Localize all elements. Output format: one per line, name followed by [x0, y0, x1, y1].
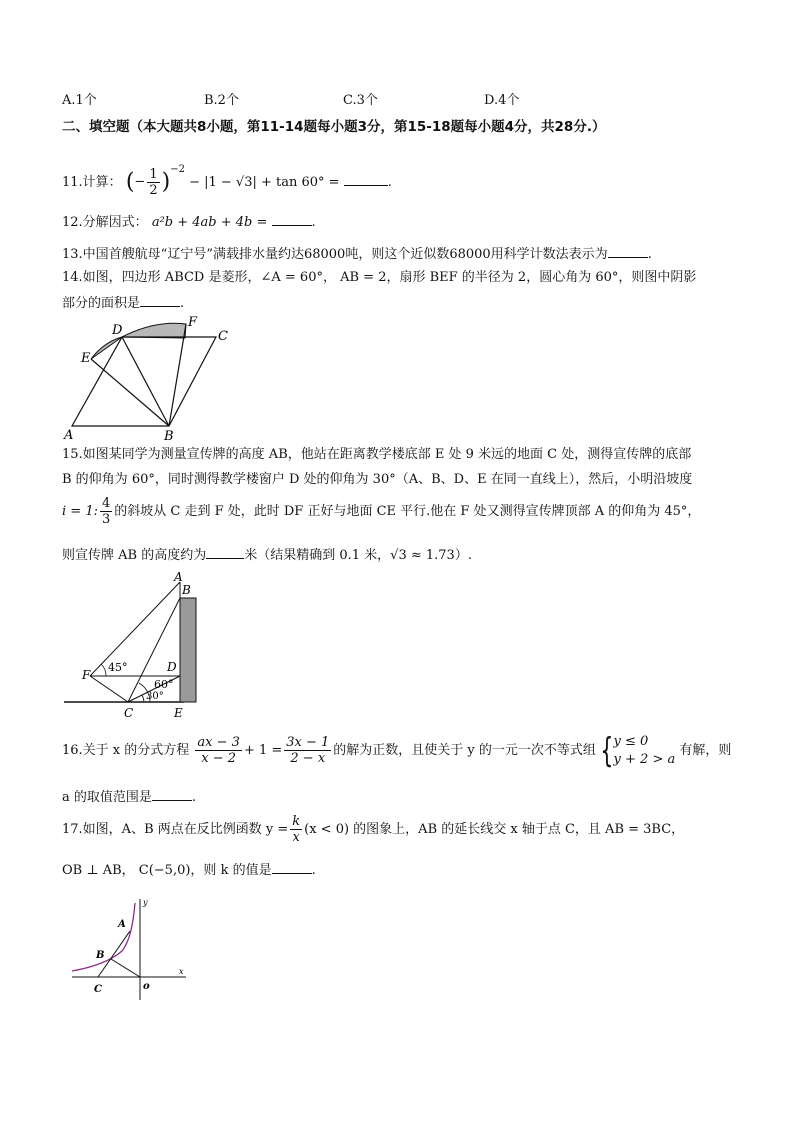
- q15-arc-45: [101, 664, 106, 676]
- question-15-line3: i = 1: $\frac{4}{3}$ 的斜坡从 C 走到 F 处，此时 DF 正好与地面 CE 平行.他在 F 处又测得宣传牌顶部 A 的仰角为 45°，: [62, 496, 701, 527]
- q15-angle-45: 45°: [108, 661, 128, 674]
- q17-label-x: x: [179, 967, 184, 976]
- q11-fraction: $\frac{1}{2}$: [149, 167, 158, 198]
- section-header: 二、填空题（本大题共8小题，第11-14题每小题3分，第15-18题每小题4分，共28分.）: [62, 119, 606, 135]
- q16-answer-blank[interactable]: [152, 788, 192, 801]
- option-b: B.2个: [204, 93, 239, 108]
- q14-shaded-top: [122, 323, 186, 338]
- q11-paren-close: ): [161, 169, 171, 195]
- q13-answer-blank[interactable]: [608, 245, 648, 258]
- question-16-line2: a 的取值范围是 .: [62, 790, 197, 805]
- q11-expression: − |1 − √3| + tan 60° =: [189, 175, 340, 190]
- q15-label-d: D: [167, 660, 177, 674]
- option-c: C.3个: [343, 93, 378, 108]
- q15-answer-blank[interactable]: [206, 546, 244, 559]
- q15-label-a: A: [174, 572, 183, 584]
- q11-paren-open: (: [125, 169, 135, 195]
- q17-hyperbola-figure: [66, 895, 196, 1005]
- q15-angle-60: 60°: [154, 678, 174, 691]
- q17-line-ob: [111, 959, 140, 977]
- q17-label-c: C: [94, 984, 102, 995]
- question-17-line2: OB ⊥ AB， C(−5,0)，则 k 的值是 .: [62, 863, 316, 878]
- q17-label-o: o: [143, 981, 150, 992]
- q17-label-b: B: [96, 950, 105, 961]
- question-14-line2: 部分的面积是 .: [62, 296, 185, 311]
- q15-angle-30: 30°: [146, 691, 164, 702]
- q14-label-e: E: [81, 351, 91, 366]
- q15-slope-fc: [90, 676, 128, 702]
- q15-slope-fraction: $\frac{4}{3}$: [101, 496, 111, 527]
- q14-label-c: C: [218, 329, 228, 344]
- q15-label-c: C: [124, 706, 134, 720]
- q15-label-e: E: [174, 706, 183, 720]
- q15-label-b: B: [182, 583, 191, 597]
- q14-diagonal-db: [122, 337, 169, 426]
- q14-shaded-left: [91, 337, 122, 359]
- q16-brace: {: [600, 730, 614, 771]
- q17-fraction: $\frac{k}{x}$: [292, 814, 301, 845]
- q12-expression: a²b + 4ab + 4b =: [151, 215, 268, 230]
- q11-minus: −: [134, 174, 146, 190]
- q16-fraction-left: $\frac{ax - 3}{x - 2}$: [197, 735, 240, 766]
- question-14-line1: 14.如图，四边形 ABCD 是菱形，∠A = 60°， AB = 2，扇形 BEF 的半径为 2，圆心角为 60°，则图中阴影: [62, 270, 697, 285]
- q14-radius-be: [91, 359, 169, 426]
- q17-label-y: y: [143, 898, 148, 907]
- question-11: 11.计算： (− $\frac{1}{2}$ )$^{-2}$ − |1 − √3| + tan 60° = .: [62, 164, 392, 198]
- question-15-line4: 则宣传牌 AB 的高度约为 米（结果精确到 0.1 米，√3 ≈ 1.73）.: [62, 548, 472, 563]
- q15-arc-30: [142, 695, 144, 702]
- q15-building: [180, 598, 196, 702]
- q12-answer-blank[interactable]: [272, 213, 312, 226]
- question-13: 13.中国首艘航母“辽宁号”满载排水量约达68000吨，则这个近似数68000用科学计数法表示为 .: [62, 247, 652, 262]
- question-12: 12.分解因式： a²b + 4ab + 4b = .: [62, 215, 316, 230]
- q17-answer-blank[interactable]: [272, 861, 312, 874]
- q15-label-f: F: [82, 668, 91, 682]
- q14-answer-blank[interactable]: [140, 294, 180, 307]
- q11-exponent: −2: [170, 164, 185, 175]
- q14-label-b: B: [164, 429, 174, 444]
- option-a: A.1个: [62, 93, 97, 108]
- q14-rhombus-figure: [60, 312, 240, 444]
- question-16: 16.关于 x 的分式方程 $\frac{ax - 3}{x - 2}$ + 1 = $\frac{3x - 1}{2 - x}$ 的解为正数，且使关于 y 的一元一次不等式组 { y ≤ 0 y + 2 > a 有解，则: [62, 730, 732, 771]
- question-15-line2: B 的仰角为 60°，同时测得教学楼窗户 D 处的仰角为 30°（A、B、D、E 在同一直线上），然后，小明沿坡度: [62, 472, 693, 487]
- question-17: 17.如图，A、B 两点在反比例函数 y = $\frac{k}{x}$ (x < 0) 的图象上，AB 的延长线交 x 轴于点 C，且 AB = 3BC，: [62, 814, 685, 845]
- q16-fraction-right: $\frac{3x - 1}{2 - x}$: [286, 735, 330, 766]
- option-d: D.4个: [484, 93, 520, 108]
- q11-prefix: 11.计算：: [62, 175, 122, 190]
- q14-label-f: F: [188, 315, 198, 330]
- q14-rhombus: [72, 337, 216, 426]
- q15-building-figure: [60, 572, 210, 722]
- q17-label-a: A: [118, 919, 126, 930]
- q11-answer-blank[interactable]: [344, 173, 388, 186]
- q14-label-d: D: [112, 323, 123, 338]
- q16-inequality-system: y ≤ 0 y + 2 > a: [613, 733, 676, 767]
- question-15-line1: 15.如图某同学为测量宣传牌的高度 AB，他站在距离教学楼底部 E 处 9 米远的地面 C 处，测得宣传牌的底部: [62, 447, 692, 462]
- q14-label-a: A: [64, 428, 74, 443]
